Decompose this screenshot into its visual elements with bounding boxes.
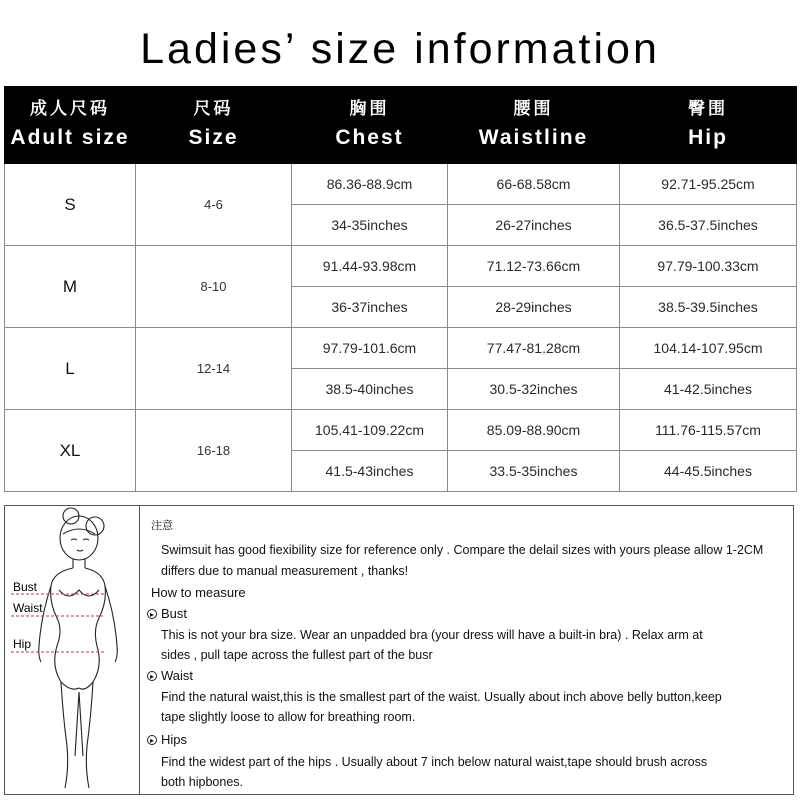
- waist-cm-cell: 77.47-81.28cm: [448, 328, 620, 369]
- table-row: [5, 410, 797, 451]
- hip-label: Hip: [13, 637, 32, 651]
- page-title: Ladies’ size information: [140, 25, 660, 73]
- waist-cm-cell: 66-68.58cm: [448, 164, 620, 205]
- size-label-cell: L: [5, 328, 136, 410]
- waist-cm-cell: 71.12-73.66cm: [448, 246, 620, 287]
- header-waistline: 腰围 Waistline: [448, 87, 620, 164]
- chest-in-cell: 36-37inches: [292, 287, 448, 328]
- notes-box: [4, 505, 794, 795]
- chest-cm-cell: 86.36-88.9cm: [292, 164, 448, 205]
- table-row: [5, 246, 797, 287]
- waist-in-cell: 28-29inches: [448, 287, 620, 328]
- waist-section-title: ▸ Waist: [147, 668, 193, 683]
- waist-cm-cell: 85.09-88.90cm: [448, 410, 620, 451]
- waist-in-cell: 26-27inches: [448, 205, 620, 246]
- intro-line-2: differs due to manual measurement , thanks!: [161, 564, 409, 578]
- notes-heading: 注意: [151, 519, 173, 532]
- hips-section-title: ▸ Hips: [147, 732, 187, 747]
- chest-in-cell: 41.5-43inches: [292, 451, 448, 492]
- waist-in-cell: 30.5-32inches: [448, 369, 620, 410]
- waist-line-2: tape slightly loose to allow for breathing room.: [161, 710, 416, 724]
- chest-cm-cell: 105.41-109.22cm: [292, 410, 448, 451]
- size-range-cell: 12-14: [136, 328, 292, 410]
- hips-line-1: Find the widest part of the hips . Usually about 7 inch below natural waist,tape should brush across: [161, 755, 708, 769]
- bust-line-2: sides , pull tape across the fullest part of the busr: [161, 648, 433, 662]
- hips-line-2: both hipbones.: [161, 775, 244, 789]
- chest-in-cell: 38.5-40inches: [292, 369, 448, 410]
- bullet-arrow-icon: ▸: [147, 671, 157, 681]
- size-range-cell: 8-10: [136, 246, 292, 328]
- table-row: [5, 164, 797, 205]
- size-label-cell: M: [5, 246, 136, 328]
- bust-line-1: This is not your bra size. Wear an unpadded bra (your dress will have a built-in bra) . Relax arm at: [161, 628, 703, 642]
- notes-text: [151, 506, 793, 794]
- header-chest: 胸围 Chest: [292, 87, 448, 164]
- hip-cm-cell: 111.76-115.57cm: [620, 410, 797, 451]
- size-label-cell: XL: [5, 410, 136, 492]
- hip-cm-cell: 92.71-95.25cm: [620, 164, 797, 205]
- size-label-cell: S: [5, 164, 136, 246]
- chest-cm-cell: 97.79-101.6cm: [292, 328, 448, 369]
- chest-cm-cell: 91.44-93.98cm: [292, 246, 448, 287]
- header-adult-size: 成人尺码 Adult size: [5, 87, 136, 164]
- size-table: [4, 86, 797, 492]
- size-range-cell: 4-6: [136, 164, 292, 246]
- hip-cm-cell: 104.14-107.95cm: [620, 328, 797, 369]
- bullet-arrow-icon: ▸: [147, 609, 157, 619]
- hip-in-cell: 44-45.5inches: [620, 451, 797, 492]
- waist-line-1: Find the natural waist,this is the smallest part of the waist. Usually about inch above belly button,keep: [161, 690, 722, 704]
- header-size: 尺码 Size: [136, 87, 292, 164]
- waist-in-cell: 33.5-35inches: [448, 451, 620, 492]
- intro-line-1: Swimsuit has good fiexibility size for reference only . Compare the delail sizes with yours please allow 1-2CM: [161, 543, 764, 557]
- size-range-cell: 16-18: [136, 410, 292, 492]
- hip-in-cell: 38.5-39.5inches: [620, 287, 797, 328]
- header-hip: 臀围 Hip: [620, 87, 797, 164]
- bullet-arrow-icon: ▸: [147, 735, 157, 745]
- chest-in-cell: 34-35inches: [292, 205, 448, 246]
- hip-in-cell: 36.5-37.5inches: [620, 205, 797, 246]
- how-to-measure-heading: How to measure: [151, 585, 246, 600]
- bust-section-title: ▸ Bust: [147, 606, 187, 621]
- bust-label: Bust: [13, 580, 38, 594]
- table-row: [5, 328, 797, 369]
- measurement-figure: [5, 506, 140, 794]
- table-header-row: [5, 87, 797, 164]
- hip-in-cell: 41-42.5inches: [620, 369, 797, 410]
- waist-label: Waist: [13, 601, 43, 615]
- hip-cm-cell: 97.79-100.33cm: [620, 246, 797, 287]
